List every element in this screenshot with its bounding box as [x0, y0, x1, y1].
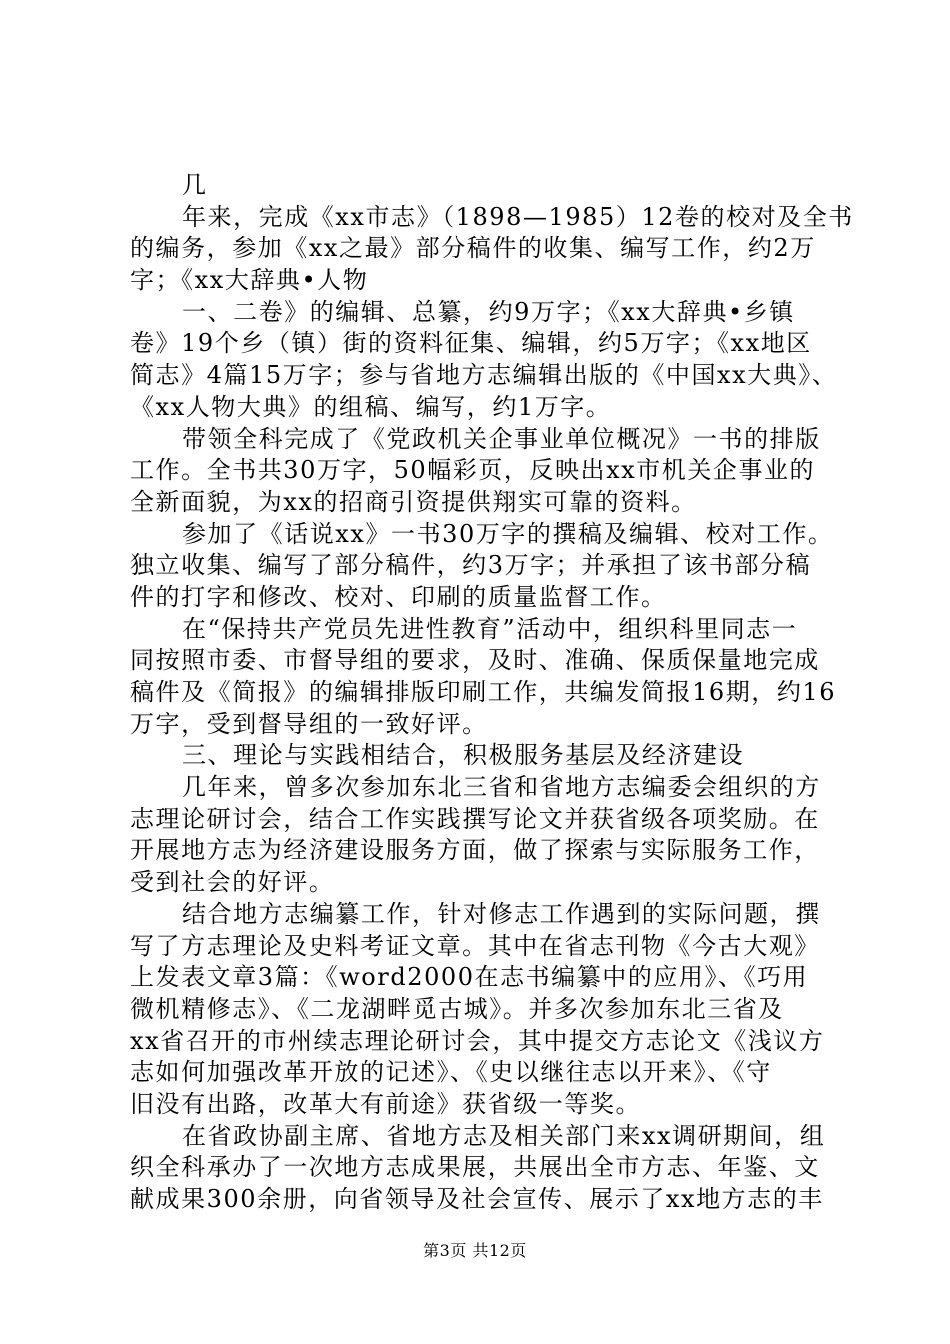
text-line: 参加了《话说xx》一书30万字的撰稿及编辑、校对工作。 — [182, 519, 834, 548]
text-line: 在“保持共产党员先进性教育”活动中，组织科里同志一 — [182, 614, 798, 643]
text-line: 受到社会的好评。 — [130, 868, 335, 897]
text-line: 全新面貌，为xx的招商引资提供翔实可靠的资料。 — [130, 487, 697, 516]
text-line: 的编务，参加《xx之最》部分稿件的收集、编写工作，约2万 — [130, 234, 816, 263]
text-line: 同按照市委、市督导组的要求，及时、准确、保质保量地完成 — [130, 646, 820, 675]
text-line: 带领全科完成了《党政机关企事业单位概况》一书的排版 — [182, 424, 821, 453]
page-number-footer: 第3页 共12页 — [423, 1241, 527, 1260]
section-heading: 三、理论与实践相结合，积极服务基层及经济建设 — [182, 741, 745, 770]
text-line: 织全科承办了一次地方志成果展，共展出全市方志、年鉴、文 — [130, 1153, 820, 1182]
text-line: 稿件及《简报》的编辑排版印刷工作，共编发简报16期，约16 — [130, 678, 837, 706]
text-line: 独立收集、编写了部分稿件，约3万字；并承担了该书部分稿 — [130, 551, 812, 580]
document-body — [130, 170, 854, 1216]
text-line: 件的打字和修改、校对、印刷的质量监督工作。 — [130, 582, 667, 611]
text-line: 结合地方志编纂工作，针对修志工作遇到的实际问题，撰 — [182, 899, 821, 928]
text-line: 献成果300余册，向省领导及社会宣传、展示了xx地方志的丰 — [130, 1185, 824, 1213]
text-line: 开展地方志为经济建设服务方面，做了探索与实际服务工作， — [130, 836, 820, 865]
text-line: 微机精修志》、《二龙湖畔觅古城》。并多次参加东北三省及 — [130, 994, 784, 1023]
text-line: 一、二卷》的编辑、总纂，约9万字；《xx大辞典•乡镇 — [182, 297, 795, 326]
text-line: xx省召开的市州续志理论研讨会，其中提交方志论文《浅议方 — [130, 1026, 825, 1055]
text-line: 志理论研讨会，结合工作实践撰写论文并获省级各项奖励。在 — [130, 804, 820, 833]
text-line: 简志》4篇15万字；参与省地方志编辑出版的《中国xx大典》、 — [130, 361, 838, 390]
text-line: 万字，受到督导组的一致好评。 — [130, 709, 488, 738]
text-line: 志如何加强改革开放的记述》、《史以继往志以开来》、《守 — [130, 1058, 772, 1087]
text-line: 上发表文章3篇：《word2000在志书编纂中的应用》、《巧用 — [130, 963, 809, 992]
text-line: 在省政协副主席、省地方志及相关部门来xx调研期间，组 — [182, 1121, 826, 1150]
text-line: 几年来，曾多次参加东北三省和省地方志编委会组织的方 — [182, 773, 821, 802]
text-line: 《xx人物大典》的组稿、编写，约1万字。 — [130, 392, 612, 421]
text-line: 几 — [182, 171, 208, 199]
text-line: 卷》19个乡（镇）街的资料征集、编辑，约5万字；《xx地区 — [130, 329, 812, 358]
text-line: 年来，完成《xx市志》（1898—1985）12卷的校对及全书 — [182, 202, 854, 231]
text-line: 字；《xx大辞典•人物 — [130, 266, 369, 295]
text-line: 旧没有出路，改革大有前途》获省级一等奖。 — [130, 1089, 641, 1118]
text-line: 工作。全书共30万字，50幅彩页，反映出xx市机关企事业的 — [130, 456, 816, 485]
text-line: 写了方志理论及史料考证文章。其中在省志刊物《今古大观》 — [130, 931, 820, 960]
